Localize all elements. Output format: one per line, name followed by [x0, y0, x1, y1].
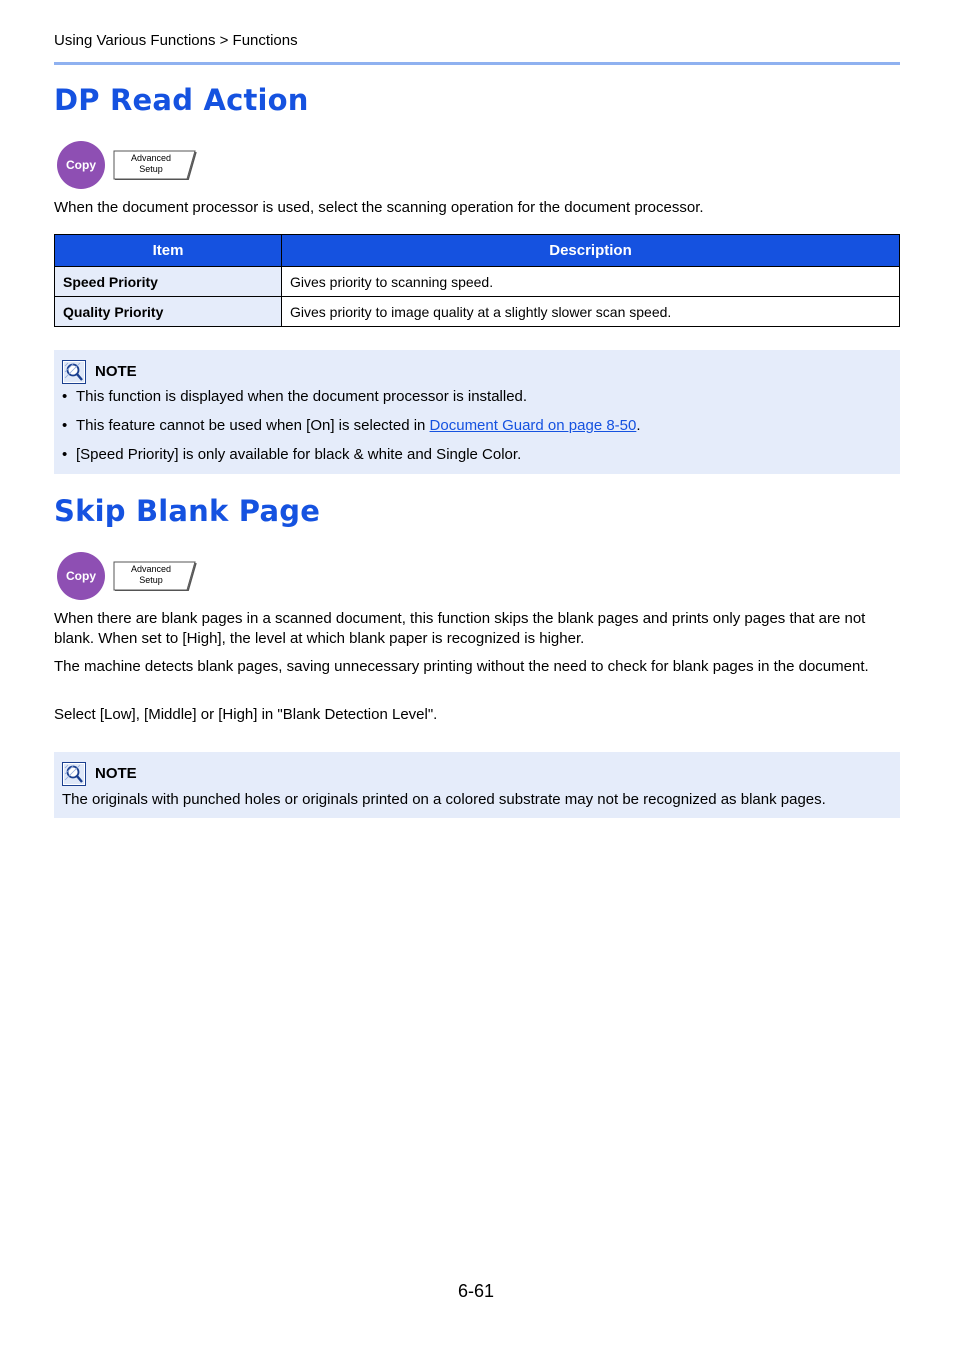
bullet-icon: • [62, 446, 68, 463]
note-item-text-suffix: . [636, 417, 641, 434]
table-cell-description: Gives priority to scanning speed. [282, 267, 900, 297]
skip-blank-paragraph-2: The machine detects blank pages, saving unnecessary printing without the need to check for blank pages in the document. [54, 658, 869, 675]
note-item-text: This feature cannot be used when [On] is selected in [76, 417, 430, 434]
note-list [62, 387, 892, 474]
note-label: NOTE [95, 765, 137, 782]
advanced-setup-line-2: Setup [139, 575, 163, 585]
section-title-dp-read-action: DP Read Action [54, 83, 309, 117]
breadcrumb: Using Various Functions > Functions [54, 32, 298, 49]
note-label: NOTE [95, 363, 137, 380]
document-guard-link[interactable]: Document Guard on page 8-50 [429, 417, 637, 434]
page-number: 6-61 [458, 1281, 495, 1301]
note-item-text: This function is displayed when the document processor is installed. [76, 388, 528, 405]
advanced-setup-tab-icon [113, 561, 197, 591]
advanced-setup-label [116, 564, 186, 586]
advanced-setup-line-1: Advanced [130, 153, 172, 163]
advanced-setup-tab-icon [113, 150, 197, 180]
mode-icons [57, 141, 202, 189]
table-header-item: Item [55, 235, 282, 267]
dp-read-intro: When the document processor is used, select the scanning operation for the document processor. [54, 199, 704, 216]
table-cell-item: Quality Priority [55, 297, 282, 327]
table-header-description: Description [282, 235, 900, 267]
list-item [62, 387, 892, 406]
skip-blank-paragraph-1: When there are blank pages in a scanned document, this function skips the blank pages and prints only pages that are not blank. When set to [High], the level at which blank paper is recognized is higher. [54, 610, 866, 647]
bullet-icon: • [62, 417, 68, 434]
advanced-setup-line-2: Setup [139, 164, 163, 174]
note-box [54, 752, 900, 818]
table-cell-item: Speed Priority [55, 267, 282, 297]
note-text: The originals with punched holes or originals printed on a colored substrate may not be recognized as blank pages. [62, 791, 826, 808]
advanced-setup-label [116, 153, 186, 175]
list-item [62, 416, 892, 435]
skip-blank-paragraph-3: Select [Low], [Middle] or [High] in "Blank Detection Level". [54, 706, 438, 723]
header-divider [54, 62, 900, 65]
note-magnifier-icon [62, 762, 86, 786]
table-cell-description: Gives priority to image quality at a slightly slower scan speed. [282, 297, 900, 327]
bullet-icon: • [62, 388, 68, 405]
list-item [62, 445, 892, 464]
note-magnifier-icon [62, 360, 86, 384]
advanced-setup-line-1: Advanced [130, 564, 172, 574]
table-row [55, 267, 900, 297]
copy-mode-icon: Copy [57, 141, 105, 189]
table-row [55, 297, 900, 327]
note-box [54, 350, 900, 474]
table-header-row [55, 235, 900, 267]
section-title-skip-blank-page: Skip Blank Page [54, 494, 321, 528]
settings-table [54, 234, 900, 327]
note-item-text: [Speed Priority] is only available for black & white and Single Color. [76, 446, 522, 463]
mode-icons [57, 552, 202, 600]
copy-mode-icon: Copy [57, 552, 105, 600]
